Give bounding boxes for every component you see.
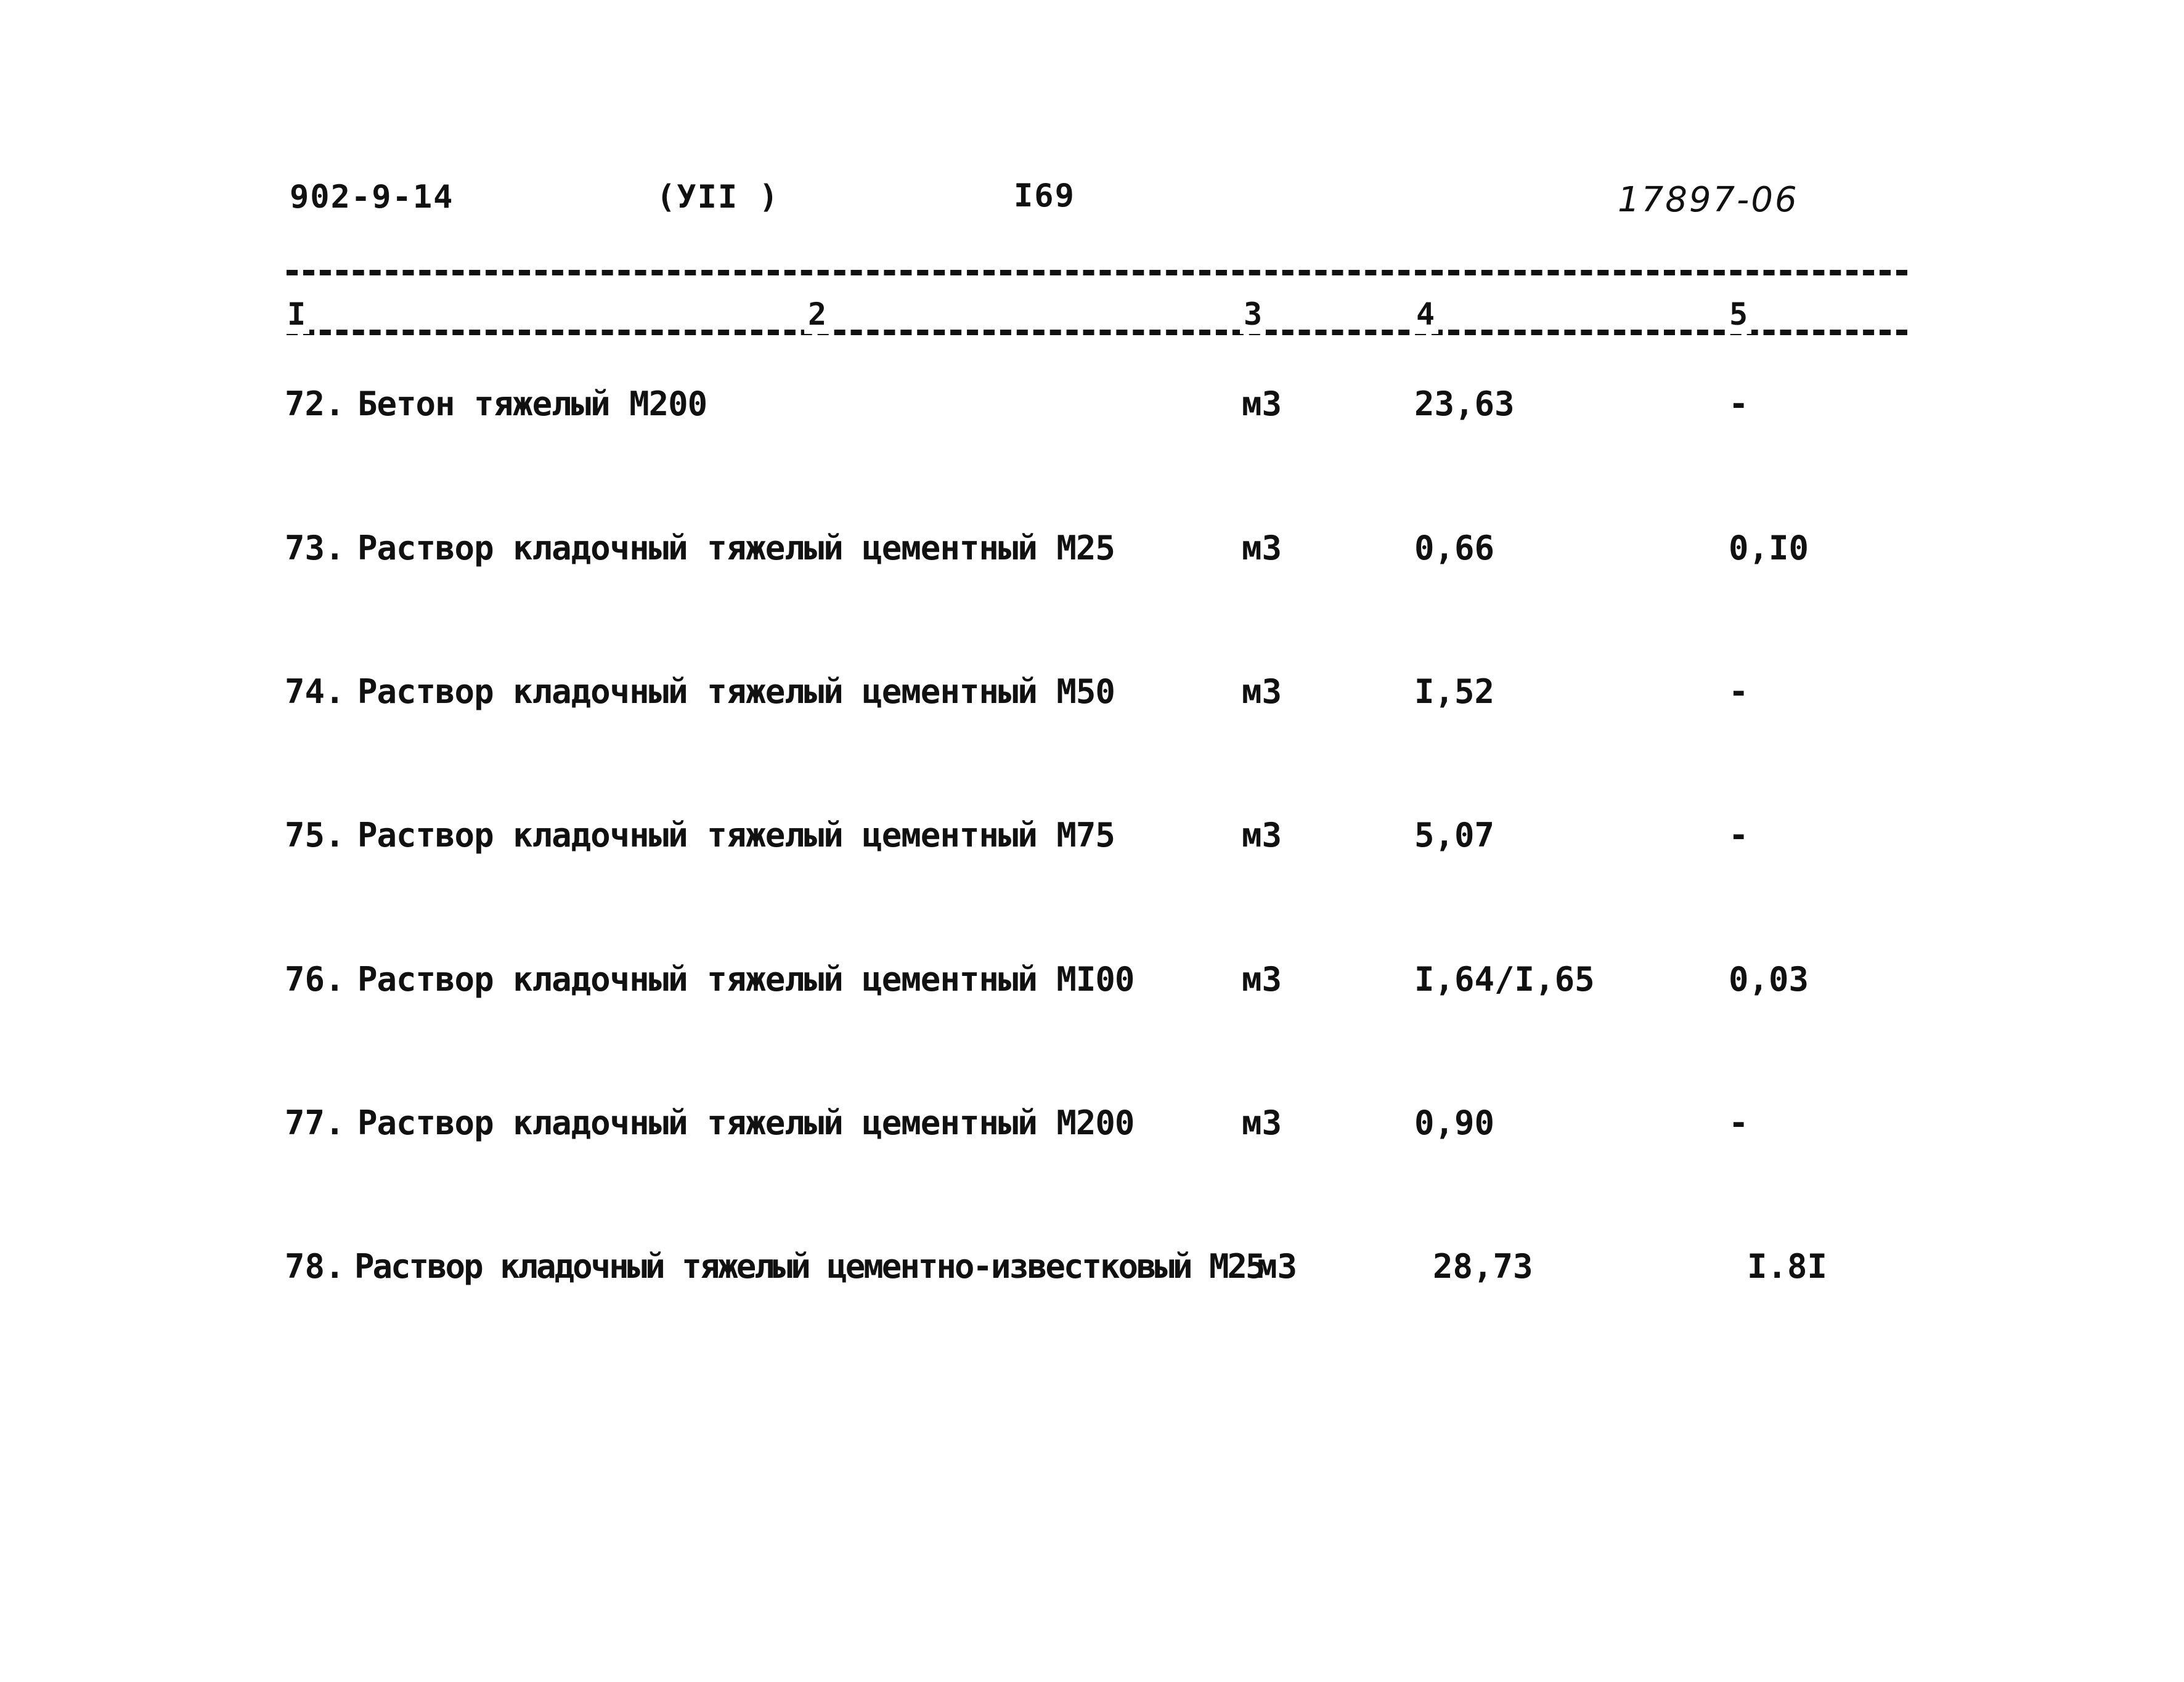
quantity: 5,07: [1414, 816, 1495, 855]
column-number-5: 5: [1726, 295, 1751, 334]
quantity: 0,66: [1414, 529, 1495, 567]
column-5-value: 0,I0: [1729, 529, 1809, 567]
row-number: 77.: [285, 1103, 345, 1142]
page-number: I69: [1014, 177, 1075, 214]
unit: м3: [1242, 816, 1282, 855]
column-number-1: I: [283, 295, 309, 334]
material-name: Раствор кладочный тяжелый цементный М75: [357, 816, 1115, 855]
material-name: Раствор кладочный тяжелый цементно-известковый М25: [354, 1247, 1264, 1286]
quantity: I,64/I,65: [1414, 960, 1595, 999]
column-number-4: 4: [1412, 295, 1438, 334]
document-code: 902-9-14: [290, 179, 454, 216]
material-name: Бетон тяжелый М200: [357, 384, 707, 423]
column-numbers-dashed-rule: [287, 330, 1907, 335]
row-number: 75.: [285, 816, 345, 855]
material-name: Раствор кладочный тяжелый цементный М200: [357, 1103, 1135, 1142]
material-name: Раствор кладочный тяжелый цементный М25: [357, 529, 1115, 567]
quantity: 0,90: [1414, 1103, 1495, 1142]
row-number: 78.: [285, 1247, 345, 1286]
unit: м3: [1257, 1247, 1298, 1286]
column-5-value: -: [1729, 816, 1749, 855]
table-row: [0, 1242, 2184, 1291]
table-row: [0, 524, 2184, 573]
unit: м3: [1242, 529, 1282, 567]
unit: м3: [1242, 672, 1282, 711]
table-row: [0, 955, 2184, 1004]
unit: м3: [1242, 960, 1282, 999]
column-number-2: 2: [804, 295, 830, 334]
row-number: 76.: [285, 960, 345, 999]
column-5-value: 0,03: [1729, 960, 1809, 999]
quantity: 28,73: [1433, 1247, 1533, 1286]
material-name: Раствор кладочный тяжелый цементный МI00: [357, 960, 1135, 999]
row-number: 74.: [285, 672, 345, 711]
table-row: [0, 380, 2184, 429]
column-5-value: -: [1729, 1103, 1749, 1142]
unit: м3: [1242, 1103, 1282, 1142]
section-number: (УII ): [656, 179, 780, 216]
unit: м3: [1242, 384, 1282, 423]
column-5-value: I.8I: [1747, 1247, 1828, 1286]
row-number: 72.: [285, 384, 345, 423]
quantity: I,52: [1414, 672, 1495, 711]
column-5-value: -: [1729, 384, 1749, 423]
material-name: Раствор кладочный тяжелый цементный М50: [357, 672, 1115, 711]
sheet-number: 17897-06: [1618, 180, 1799, 220]
column-number-3: 3: [1240, 295, 1266, 334]
table-row: [0, 667, 2184, 717]
row-number: 73.: [285, 529, 345, 567]
table-row: [0, 811, 2184, 860]
quantity: 23,63: [1414, 384, 1515, 423]
top-dashed-rule: [287, 270, 1907, 275]
table-row: [0, 1099, 2184, 1148]
column-5-value: -: [1729, 672, 1749, 711]
